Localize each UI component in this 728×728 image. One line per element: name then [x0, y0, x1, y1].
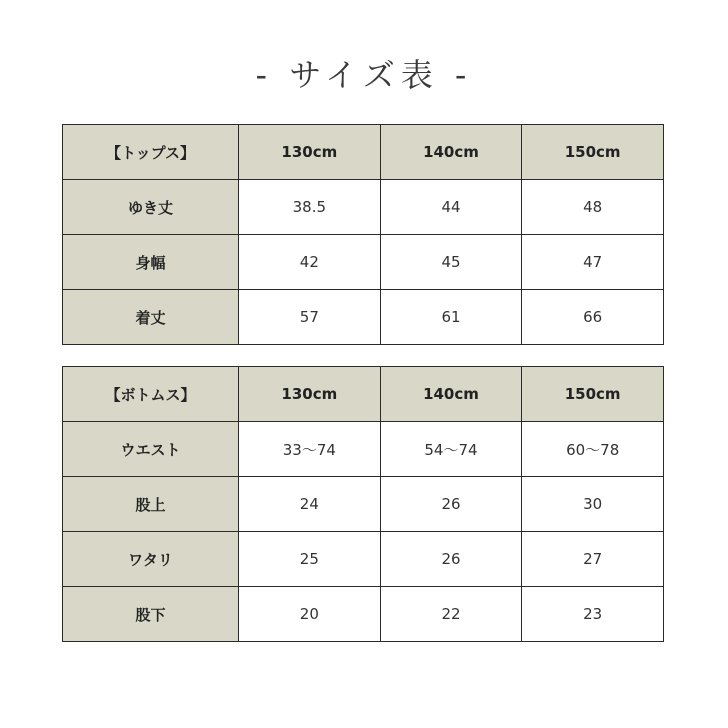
- row-label: 股上: [63, 477, 239, 532]
- table-cell: 38.5: [239, 180, 381, 235]
- table-row: [63, 532, 664, 587]
- row-label: 着丈: [63, 290, 239, 345]
- table-cell: 25: [239, 532, 381, 587]
- table-header-row: [63, 367, 664, 422]
- table-cell: 57: [239, 290, 381, 345]
- table-row: [63, 290, 664, 345]
- table-row: [63, 587, 664, 642]
- table-cell: 48: [522, 180, 664, 235]
- size-140-header: 140cm: [380, 367, 522, 422]
- table-cell: 47: [522, 235, 664, 290]
- size-140-header: 140cm: [380, 125, 522, 180]
- tops-size-table: [62, 124, 664, 345]
- table-cell: 66: [522, 290, 664, 345]
- table-cell: 54〜74: [380, 422, 522, 477]
- table-cell: 27: [522, 532, 664, 587]
- row-label: 身幅: [63, 235, 239, 290]
- table-header-row: [63, 125, 664, 180]
- table-cell: 42: [239, 235, 381, 290]
- table-row: [63, 235, 664, 290]
- size-130-header: 130cm: [239, 367, 381, 422]
- row-label: ワタリ: [63, 532, 239, 587]
- table-cell: 23: [522, 587, 664, 642]
- size-150-header: 150cm: [522, 125, 664, 180]
- table-cell: 22: [380, 587, 522, 642]
- table-cell: 26: [380, 532, 522, 587]
- table-cell: 26: [380, 477, 522, 532]
- table-row: [63, 180, 664, 235]
- bottoms-category-header: 【ボトムス】: [63, 367, 239, 422]
- table-cell: 45: [380, 235, 522, 290]
- table-cell: 20: [239, 587, 381, 642]
- row-label: ゆき丈: [63, 180, 239, 235]
- table-cell: 24: [239, 477, 381, 532]
- table-cell: 33〜74: [239, 422, 381, 477]
- table-cell: 60〜78: [522, 422, 664, 477]
- table-cell: 30: [522, 477, 664, 532]
- bottoms-size-table: [62, 366, 664, 642]
- row-label: ウエスト: [63, 422, 239, 477]
- table-cell: 44: [380, 180, 522, 235]
- table-row: [63, 422, 664, 477]
- tops-category-header: 【トップス】: [63, 125, 239, 180]
- table-row: [63, 477, 664, 532]
- row-label: 股下: [63, 587, 239, 642]
- page-title: - サイズ表 -: [255, 56, 473, 94]
- table-cell: 61: [380, 290, 522, 345]
- size-150-header: 150cm: [522, 367, 664, 422]
- size-130-header: 130cm: [239, 125, 381, 180]
